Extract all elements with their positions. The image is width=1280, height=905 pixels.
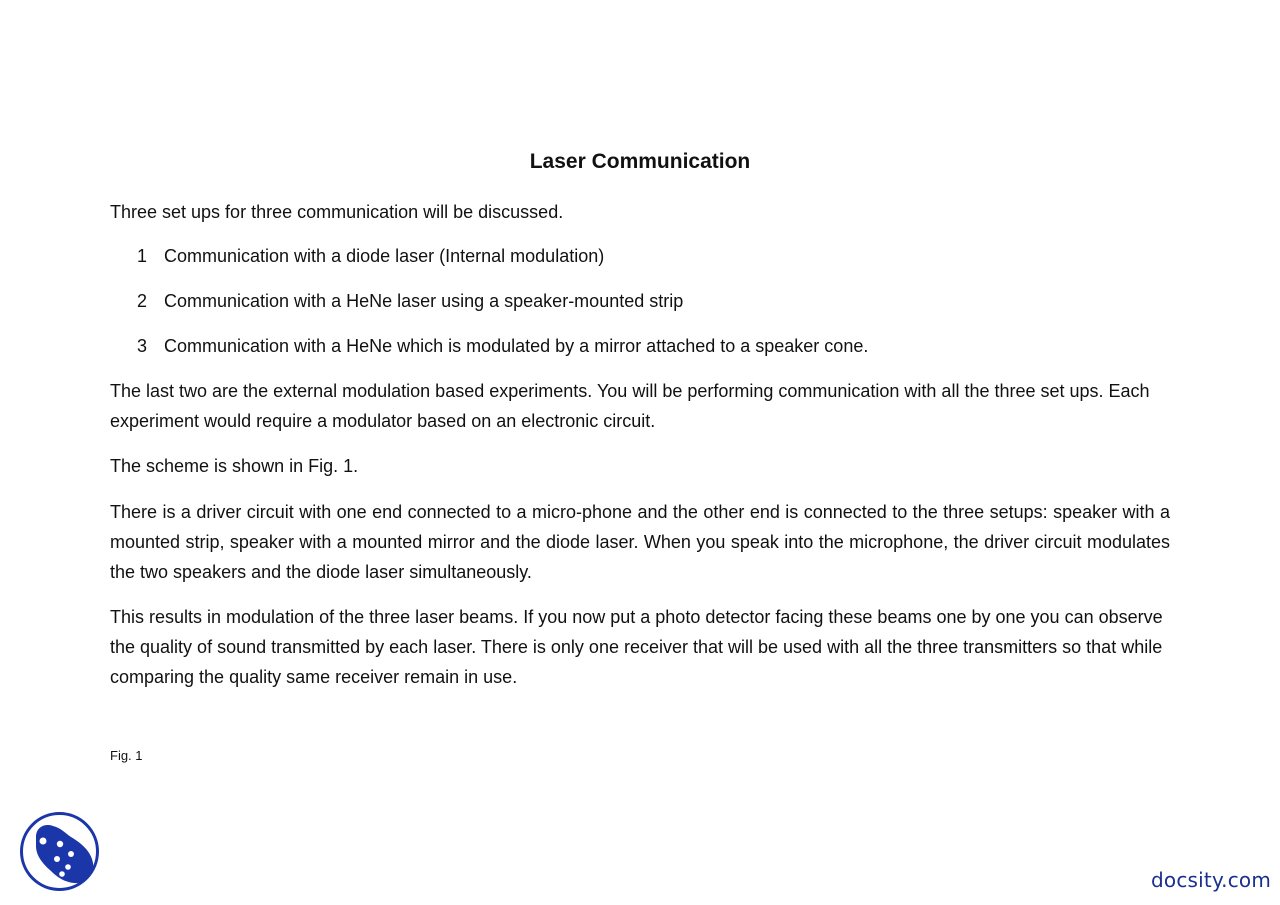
list-item-number: 1	[137, 246, 148, 266]
list-item	[137, 241, 868, 286]
intro-paragraph: Three set ups for three communication will be discussed.	[110, 202, 564, 222]
paragraph-modulation-results: This results in modulation of the three laser beams. If you now put a photo detector facing these beams one by one you can observe the quality of sound transmitted by each laser. There is only one receiver that will be used with all the three transmitters so that while comparing the quality same receiver remain in use.	[110, 607, 1163, 687]
list-item-number: 2	[137, 291, 148, 311]
list-item-text: Communication with a HeNe which is modulated by a mirror attached to a speaker cone.	[164, 336, 869, 356]
paragraph-scheme: The scheme is shown in Fig. 1.	[110, 456, 359, 476]
list-item	[137, 331, 868, 376]
list-item-text: Communication with a diode laser (Internal modulation)	[164, 246, 605, 266]
docsity-brand-link[interactable]: docsity.com	[1151, 868, 1272, 892]
list-item-text: Communication with a HeNe laser using a speaker-mounted strip	[164, 291, 684, 311]
list-item-number: 3	[137, 336, 148, 356]
setup-list	[137, 241, 868, 376]
list-item	[137, 286, 868, 331]
paragraph-driver-circuit: There is a driver circuit with one end connected to a micro-phone and the other end is connected to the three setups: speaker with a mounted strip, speaker with a mounted mirror and the diode laser. When you speak into the microphone, the driver circuit modulates the two speakers and the diode laser simultaneously.	[110, 502, 1170, 582]
docsity-logo-icon[interactable]	[19, 811, 100, 892]
figure-label: Fig. 1	[110, 748, 143, 763]
paragraph-external-modulation: The last two are the external modulation based experiments. You will be performing communication with all the three set ups. Each experiment would require a modulator based on an electronic circuit.	[110, 381, 1150, 431]
document-title: Laser Communication	[529, 150, 751, 173]
